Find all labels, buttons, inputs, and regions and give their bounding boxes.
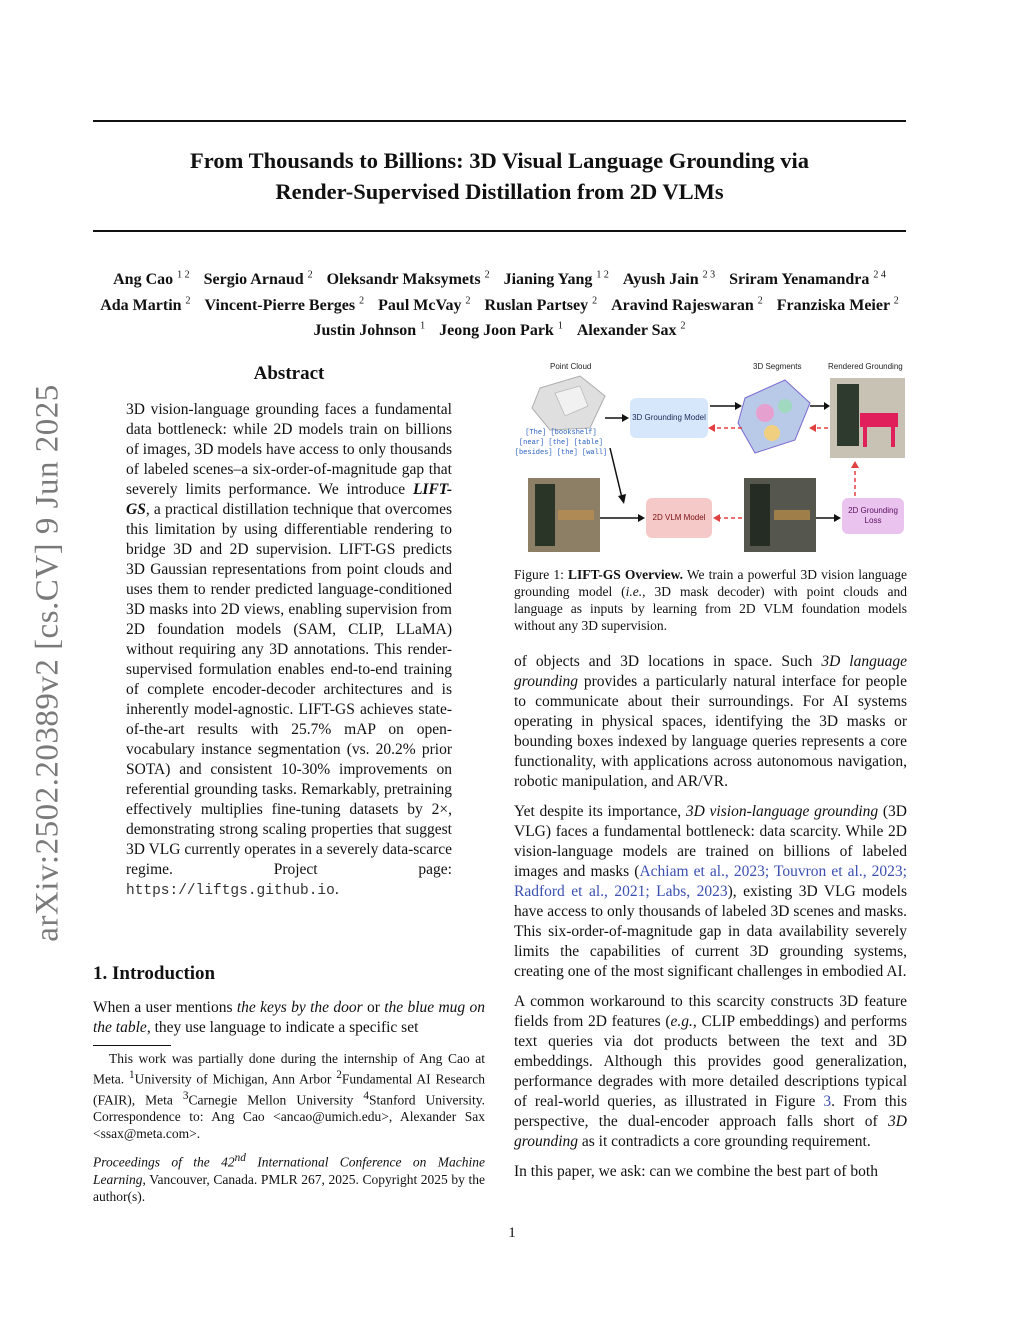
intro-paragraph: When a user mentions the keys by the door or the blue mug on the table, they use language to indicate a specific set [93, 999, 485, 1036]
author: Sriram Yenamandra $^{2 4}$ [729, 270, 886, 289]
paper-title: From Thousands to Billions: 3D Visual Language Grounding via Render-Supervised Distillation from 2D VLMs [190, 148, 809, 204]
figure-1 [510, 358, 910, 558]
grounding-model-box: 3D Grounding Model [630, 398, 708, 438]
author: Oleksandr Maksymets $^2$ [326, 270, 490, 289]
author: Vincent-Pierre Berges $^2$ [204, 295, 365, 314]
arxiv-stamp: arXiv:2502.20389v2 [cs.CV] 9 Jun 2025 [29, 384, 66, 942]
top-rule [93, 120, 906, 122]
author: Paul McVay $^2$ [378, 295, 471, 314]
citation-link[interactable]: Achiam et al., 2023; Touvron et al., 2023; Radford et al., 2021; Labs, 2023 [514, 863, 907, 900]
figure-ref-link[interactable]: 3 [823, 1093, 832, 1110]
author: Alexander Sax $^2$ [576, 320, 686, 339]
query-text: [The] [bookshelf] [near] [the] [table] [besides] [the] [wall] [514, 429, 608, 457]
segments-label: 3D Segments [753, 362, 802, 371]
author: Justin Johnson $^1$ [313, 320, 426, 339]
author: Franziska Meier $^2$ [776, 295, 899, 314]
author: Ruslan Partsey $^2$ [484, 295, 598, 314]
footnote: This work was partially done during the internship of Ang Cao at Meta. $^1$University of Michigan, Ann Arbor $^2$Fundamental AI Research (FAIR), Meta $^3$Carnegie Mellon University $^4$Stanford University. Correspondence to: Ang Cao <ancao@umich.edu>, Alexander Sax <ssax@meta.com>. [93, 1051, 485, 1141]
abstract-body: 3D vision-language grounding faces a fundamental data bottleneck: while 2D models train on billions of images, 3D models have access to only thousands of labeled scenes–a six-order-of-magnitude gap that severely limits performance. We introduce LIFT-GS, a practical distillation technique that overcomes this limitation by using differentiable rendering to bridge 3D and 2D supervision. LIFT-GS predicts 3D Gaussian representations from point clouds and uses them to render predicted language-conditioned 3D masks into 2D views, enabling supervision from 2D foundation models (SAM, CLIP, LLaMA) without requiring any 3D annotations. This render-supervised formulation enables end-to-end training of complete encoder-decoder architectures and is inherently model-agnostic. LIFT-GS achieves state-of-the-art results with 25.7% mAP on open-vocabulary instance segmentation (vs. 20.2% prior SOTA) and consistent 10-30% improvements on referential grounding tasks. Remarkably, pretraining effectively multiplies fine-tuning datasets by 2×, demonstrating strong scaling properties that suggest 3D VLG currently operates in a severely data-scarce regime. Project page: https://liftgs.github.io. [126, 401, 452, 899]
author: Jianing Yang $^{1 2}$ [503, 270, 609, 289]
paragraph: In this paper, we ask: can we combine the best part of both [514, 1163, 878, 1180]
paragraph: of objects and 3D locations in space. Such 3D language grounding provides a particularly natural interface for people to communicate about their surroundings. For AI systems operating in physical spaces, identifying the 3D masks or bounding boxes indexed by language queries represents a core functionality, with applications across autonomous navigation, robotic manipulation, and AR/VR. [514, 653, 907, 790]
paragraph: Yet despite its importance, 3D vision-language grounding (3D VLG) faces a fundamental bottleneck: data scarcity. While 2D vision-language models are trained on billions of labeled images and masks (Achiam et al., 2023; Touvron et al., 2023; Radford et al., 2021; Labs, 2023), existing 3D VLG models have access to only thousands of labeled 3D scenes and masks. This six-order-of-magnitude gap in data availability severely limits the capabilities of current 3D grounding systems, creating one of the most significant challenges in embodied AI. [514, 803, 907, 980]
segments-image [738, 380, 810, 453]
grounding-loss-box: 2D Grounding Loss [842, 498, 904, 534]
project-url-link[interactable]: https://liftgs.github.io [126, 883, 335, 899]
author: Ada Martin $^2$ [100, 295, 191, 314]
author: Ang Cao $^{1 2}$ [113, 270, 190, 289]
proceedings-note: Proceedings of the 42nd International Conference on Machine Learning, Vancouver, Canada. PMLR 267, 2025. Copyright 2025 by the author(s). [93, 1152, 485, 1204]
point-cloud-image [532, 376, 605, 430]
page-number: 1 [508, 1225, 516, 1241]
footnote-rule [93, 1045, 171, 1046]
author: Ayush Jain $^{2 3}$ [622, 270, 716, 289]
right-column-text [514, 652, 907, 1182]
abstract-heading: Abstract [253, 363, 325, 384]
author: Sergio Arnaud $^2$ [203, 270, 313, 289]
intro-heading: 1. Introduction [93, 963, 216, 984]
rendered-label: Rendered Grounding [828, 362, 903, 371]
author-list [93, 265, 906, 341]
vlm-model-box: 2D VLM Model [646, 498, 712, 538]
bottom-title-rule [93, 230, 906, 232]
author: Jeong Joon Park $^1$ [439, 320, 563, 339]
point-cloud-label: Point Cloud [550, 362, 592, 371]
figure-caption: Figure 1: LIFT-GS Overview. We train a powerful 3D vision language grounding model (i.e., 3D mask decoder) with point clouds and language as inputs by learning from 2D VLM foundation models without any 3D supervision. [514, 567, 907, 633]
paragraph: A common workaround to this scarcity constructs 3D feature fields from 2D features (e.g., CLIP embeddings) and performs text queries via dot products between the text and 3D embeddings. Although this provides good generalization, performance degrades with more detailed descriptions typical of real-world queries, as illustrated in Figure 3. From this perspective, the dual-encoder approach falls short of 3D grounding as it contradicts a core grounding requirement. [514, 993, 907, 1150]
author: Aravind Rajeswaran $^2$ [611, 295, 763, 314]
